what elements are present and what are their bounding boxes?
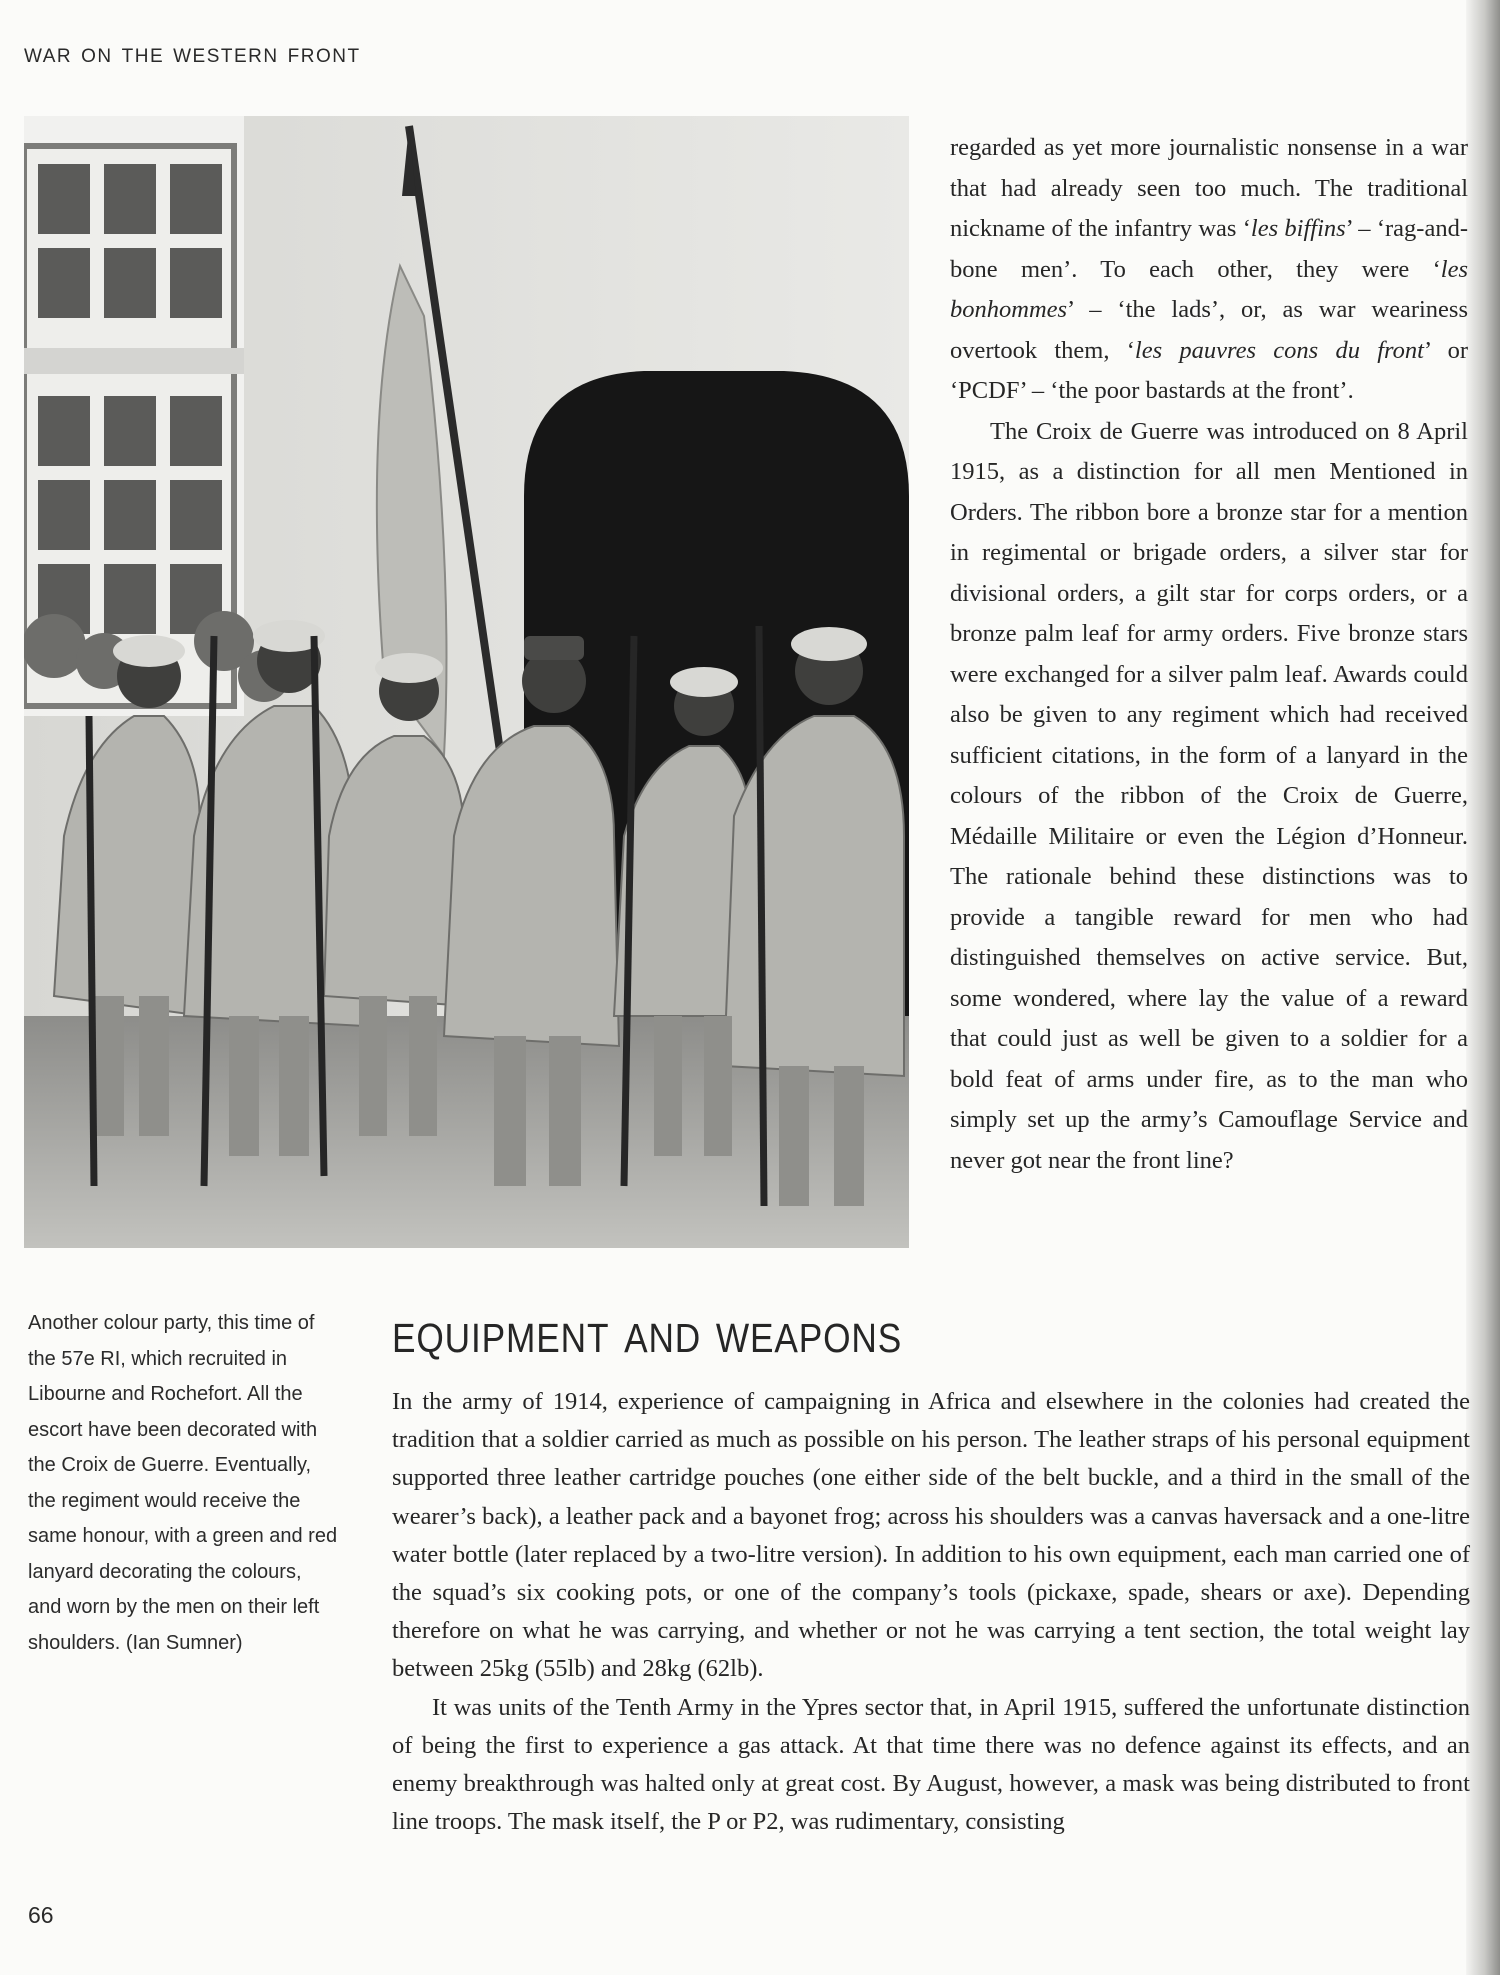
text-run: The Croix de Guerre was introduced on 8 April 1915, as a distinction for all men Mentioned in Orders. The ribbon bore a bronze star for a mention in regimental or brigade orders, a silver star for divisional orders, a gilt star for corps orders, or a bronze palm leaf for army orders. Five bronze stars were exchanged for a silver palm leaf. Awards could also be given to any regiment which had received sufficient citations, in the form of a lanyard in the colours of the ribbon of the Croix de Guerre, Médaille Militaire or even the Légion d’Honneur. The rationale behind these distinctions was to provide a tangible reward for men who had distinguished themselves on active service. But, some wondered, where lay the value of a reward that could just as well be given to a soldier for a bold feat of arms under fire, as to the man who simply set up the army’s Camouflage Service and never got near the front line? [950,417,1468,1174]
right-column-paragraph [950,412,1468,1182]
running-head: war on the western front [24,38,361,68]
text-run: ’ – ‘the lads’, or, as war weariness overtook them, ‘ [950,296,1468,364]
text-run: ’ – ‘rag-and-bone men’. To each other, they were ‘ [950,215,1468,283]
photo-caption: Another colour party, this time of the 57e RI, which recruited in Libourne and Rochefort. All the escort have been decorated with the Croix de Guerre. Eventually, the regiment would receive the same honour, with a green and red lanyard decorating the colours, and worn by the men on their left shoulders. (Ian Sumner) [28,1312,338,1654]
section-heading: equipment and weapons [392,1300,903,1365]
text-run: ’ or ‘PCDF’ – ‘the poor bastards at the front’. [950,336,1468,404]
photo-illustration [24,116,909,1248]
colour-party-photo [24,116,909,1248]
italic-term: les pauvres cons du front [1134,336,1424,364]
body-paragraph: In the army of 1914, experience of campaigning in Africa and elsewhere in the colonies had created the tradition that a soldier carried as much as possible on his person. The leather straps of his personal equipment supported three leather cartridge pouches (one either side of the belt buckle, and a third in the small of the wearer’s back), a leather pack and a bayonet frog; across his shoulders was a canvas haversack and a one-litre water bottle (later replaced by a two-litre version). In addition to his own equipment, each man carried one of the squad’s six cooking pots, or one of the company’s tools (pickaxe, spade, shears or axe). Depending therefore on what he was carrying, and whether or not he was carrying a tent section, the total weight lay between 25kg (55lb) and 28kg (62lb). [392,1388,1470,1683]
right-column-text [950,128,1468,1181]
body-text [392,1383,1470,1841]
page-number: 66 [28,1902,54,1928]
body-paragraph: It was units of the Tenth Army in the Ypres sector that, in April 1915, suffered the unfortunate distinction of being the first to experience a gas attack. At that time there was no defence against its effects, and an enemy breakthrough was halted only at great cost. By August, however, a mask was being distributed to front line troops. The mask itself, the P or P2, was rudimentary, consisting [392,1693,1470,1836]
page-edge-shadow [1466,0,1500,1975]
text-run: regarded as yet more journalistic nonsense in a war that had already seen too much. The traditional nickname of the infantry was ‘ [950,134,1468,242]
right-column-paragraph [950,128,1468,412]
italic-term: les biffins [1250,215,1346,242]
italic-term: les bonhommes [950,255,1468,323]
